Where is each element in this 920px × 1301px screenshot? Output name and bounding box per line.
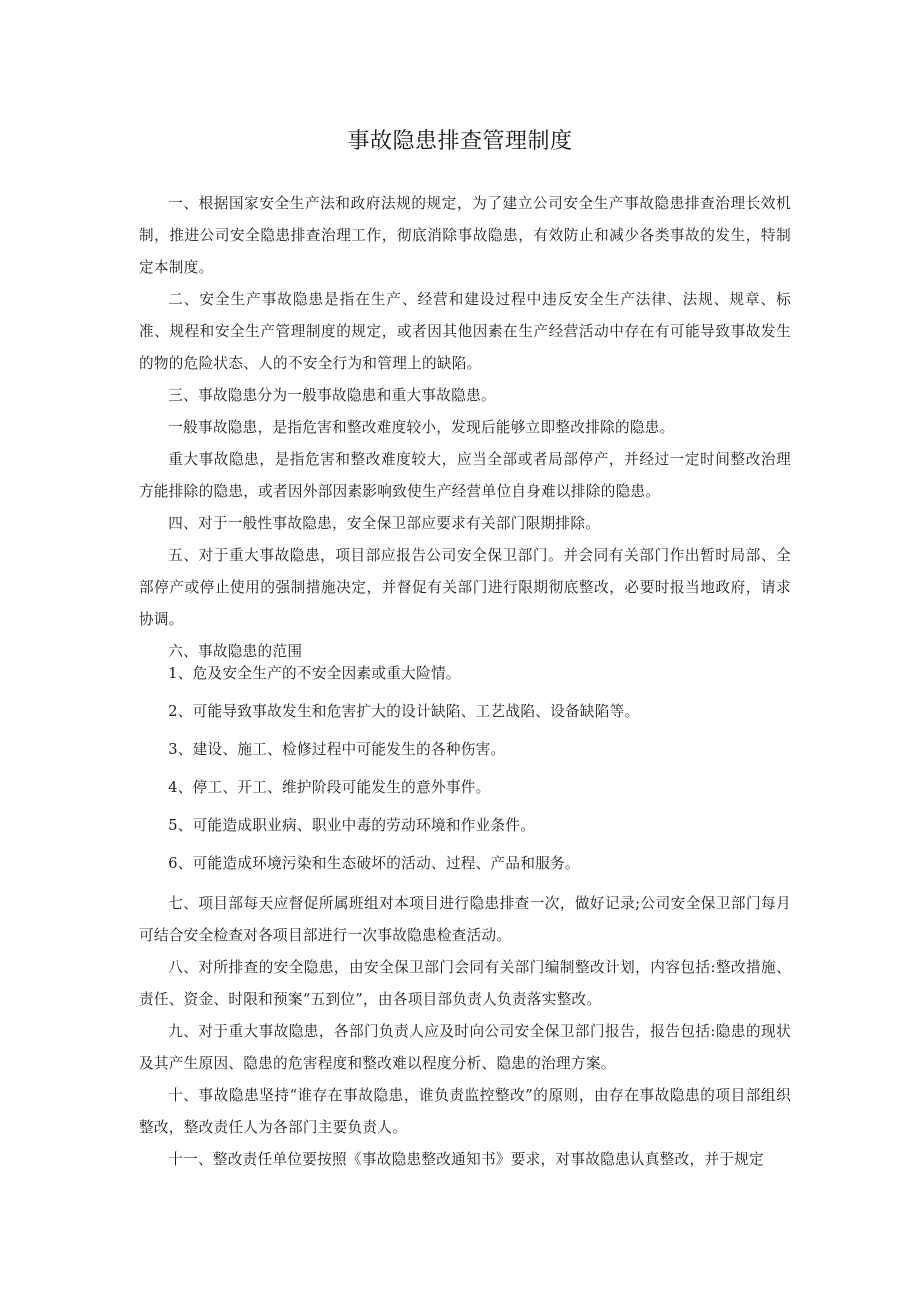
page-title: 事故隐患排查管理制度	[347, 129, 573, 154]
paragraph: 八、对所排查的安全隐患，由安全保卫部门会同有关部门编制整改计划，内容包括:整改措施、责任、资金、时限和预案“五到位”，由各项目部负责人负责落实整改。	[139, 959, 791, 1008]
scope-list	[139, 655, 791, 883]
paragraph: 一、根据国家安全生产法和政府法规的规定，为了建立公司安全生产事故隐患排查治理长效机制，推进公司安全隐患排查治理工作，彻底消除事故隐患，有效防止和减少各类事故的发生，特制定本制度。	[139, 195, 791, 276]
paragraph: 五、对于重大事故隐患，项目部应报告公司安全保卫部门。并会同有关部门作出暂时局部、全部停产或停止使用的强制措施决定，并督促有关部门进行限期彻底整改，必要时报当地政府，请求协调。	[139, 547, 791, 628]
paragraph: 六、事故隐患的范围	[168, 643, 303, 660]
paragraph: 七、项目部每天应督促所属班组对本项目进行隐患排查一次，做好记录;公司安全保卫部门每月可结合安全检查对各项目部进行一次事故隐患检查活动。	[139, 895, 791, 944]
paragraph: 重大事故隐患，是指危害和整改难度较大，应当全部或者局部停产，并经过一定时间整改治理方能排除的隐患，或者因外部因素影响致使生产经营单位自身难以排除的隐患。	[139, 451, 791, 500]
paragraph-block-1	[139, 188, 791, 668]
paragraph: 三、事故隐患分为一般事故隐患和重大事故隐患。	[168, 387, 496, 404]
list-item: 3、建设、施工、检修过程中可能发生的各种伤害。	[168, 741, 506, 758]
list-item: 5、可能造成职业病、职业中毒的劳动环境和作业条件。	[168, 817, 536, 834]
list-item: 4、停工、开工、维护阶段可能发生的意外事件。	[168, 779, 491, 796]
paragraph: 九、对于重大事故隐患，各部门负责人应及时向公司安全保卫部门报告，报告包括:隐患的现状及其产生原因、隐患的危害程度和整改难以程度分析、隐患的治理方案。	[139, 1023, 791, 1072]
list-item: 6、可能造成环境污染和生态破坏的活动、过程、产品和服务。	[168, 855, 580, 872]
paragraph: 十、事故隐患坚持“谁存在事故隐患，谁负责监控整改”的原则，由存在事故隐患的项目部组织整改，整改责任人为各部门主要负责人。	[139, 1087, 791, 1136]
paragraph-block-2	[139, 888, 791, 1176]
paragraph: 四、对于一般性事故隐患，安全保卫部应要求有关部门限期排除。	[168, 515, 601, 532]
list-item: 2、可能导致事故发生和危害扩大的设计缺陷、工艺战陷、设备缺陷等。	[168, 703, 640, 720]
paragraph: 十一、整改责任单位要按照《事故隐患整改通知书》要求，对事故隐患认真整改，并于规定	[168, 1151, 764, 1168]
paragraph: 二、安全生产事故隐患是指在生产、经营和建设过程中违反安全生产法律、法规、规章、标准、规程和安全生产管理制度的规定，或者因其他因素在生产经营活动中存在有可能导致事故发生的物的危险状态、人的不安全行为和管理上的缺陷。	[139, 291, 791, 372]
list-item: 1、危及安全生产的不安全因素或重大险情。	[168, 665, 461, 682]
paragraph: 一般事故隐患，是指危害和整改难度较小，发现后能够立即整改排除的隐患。	[168, 419, 675, 436]
